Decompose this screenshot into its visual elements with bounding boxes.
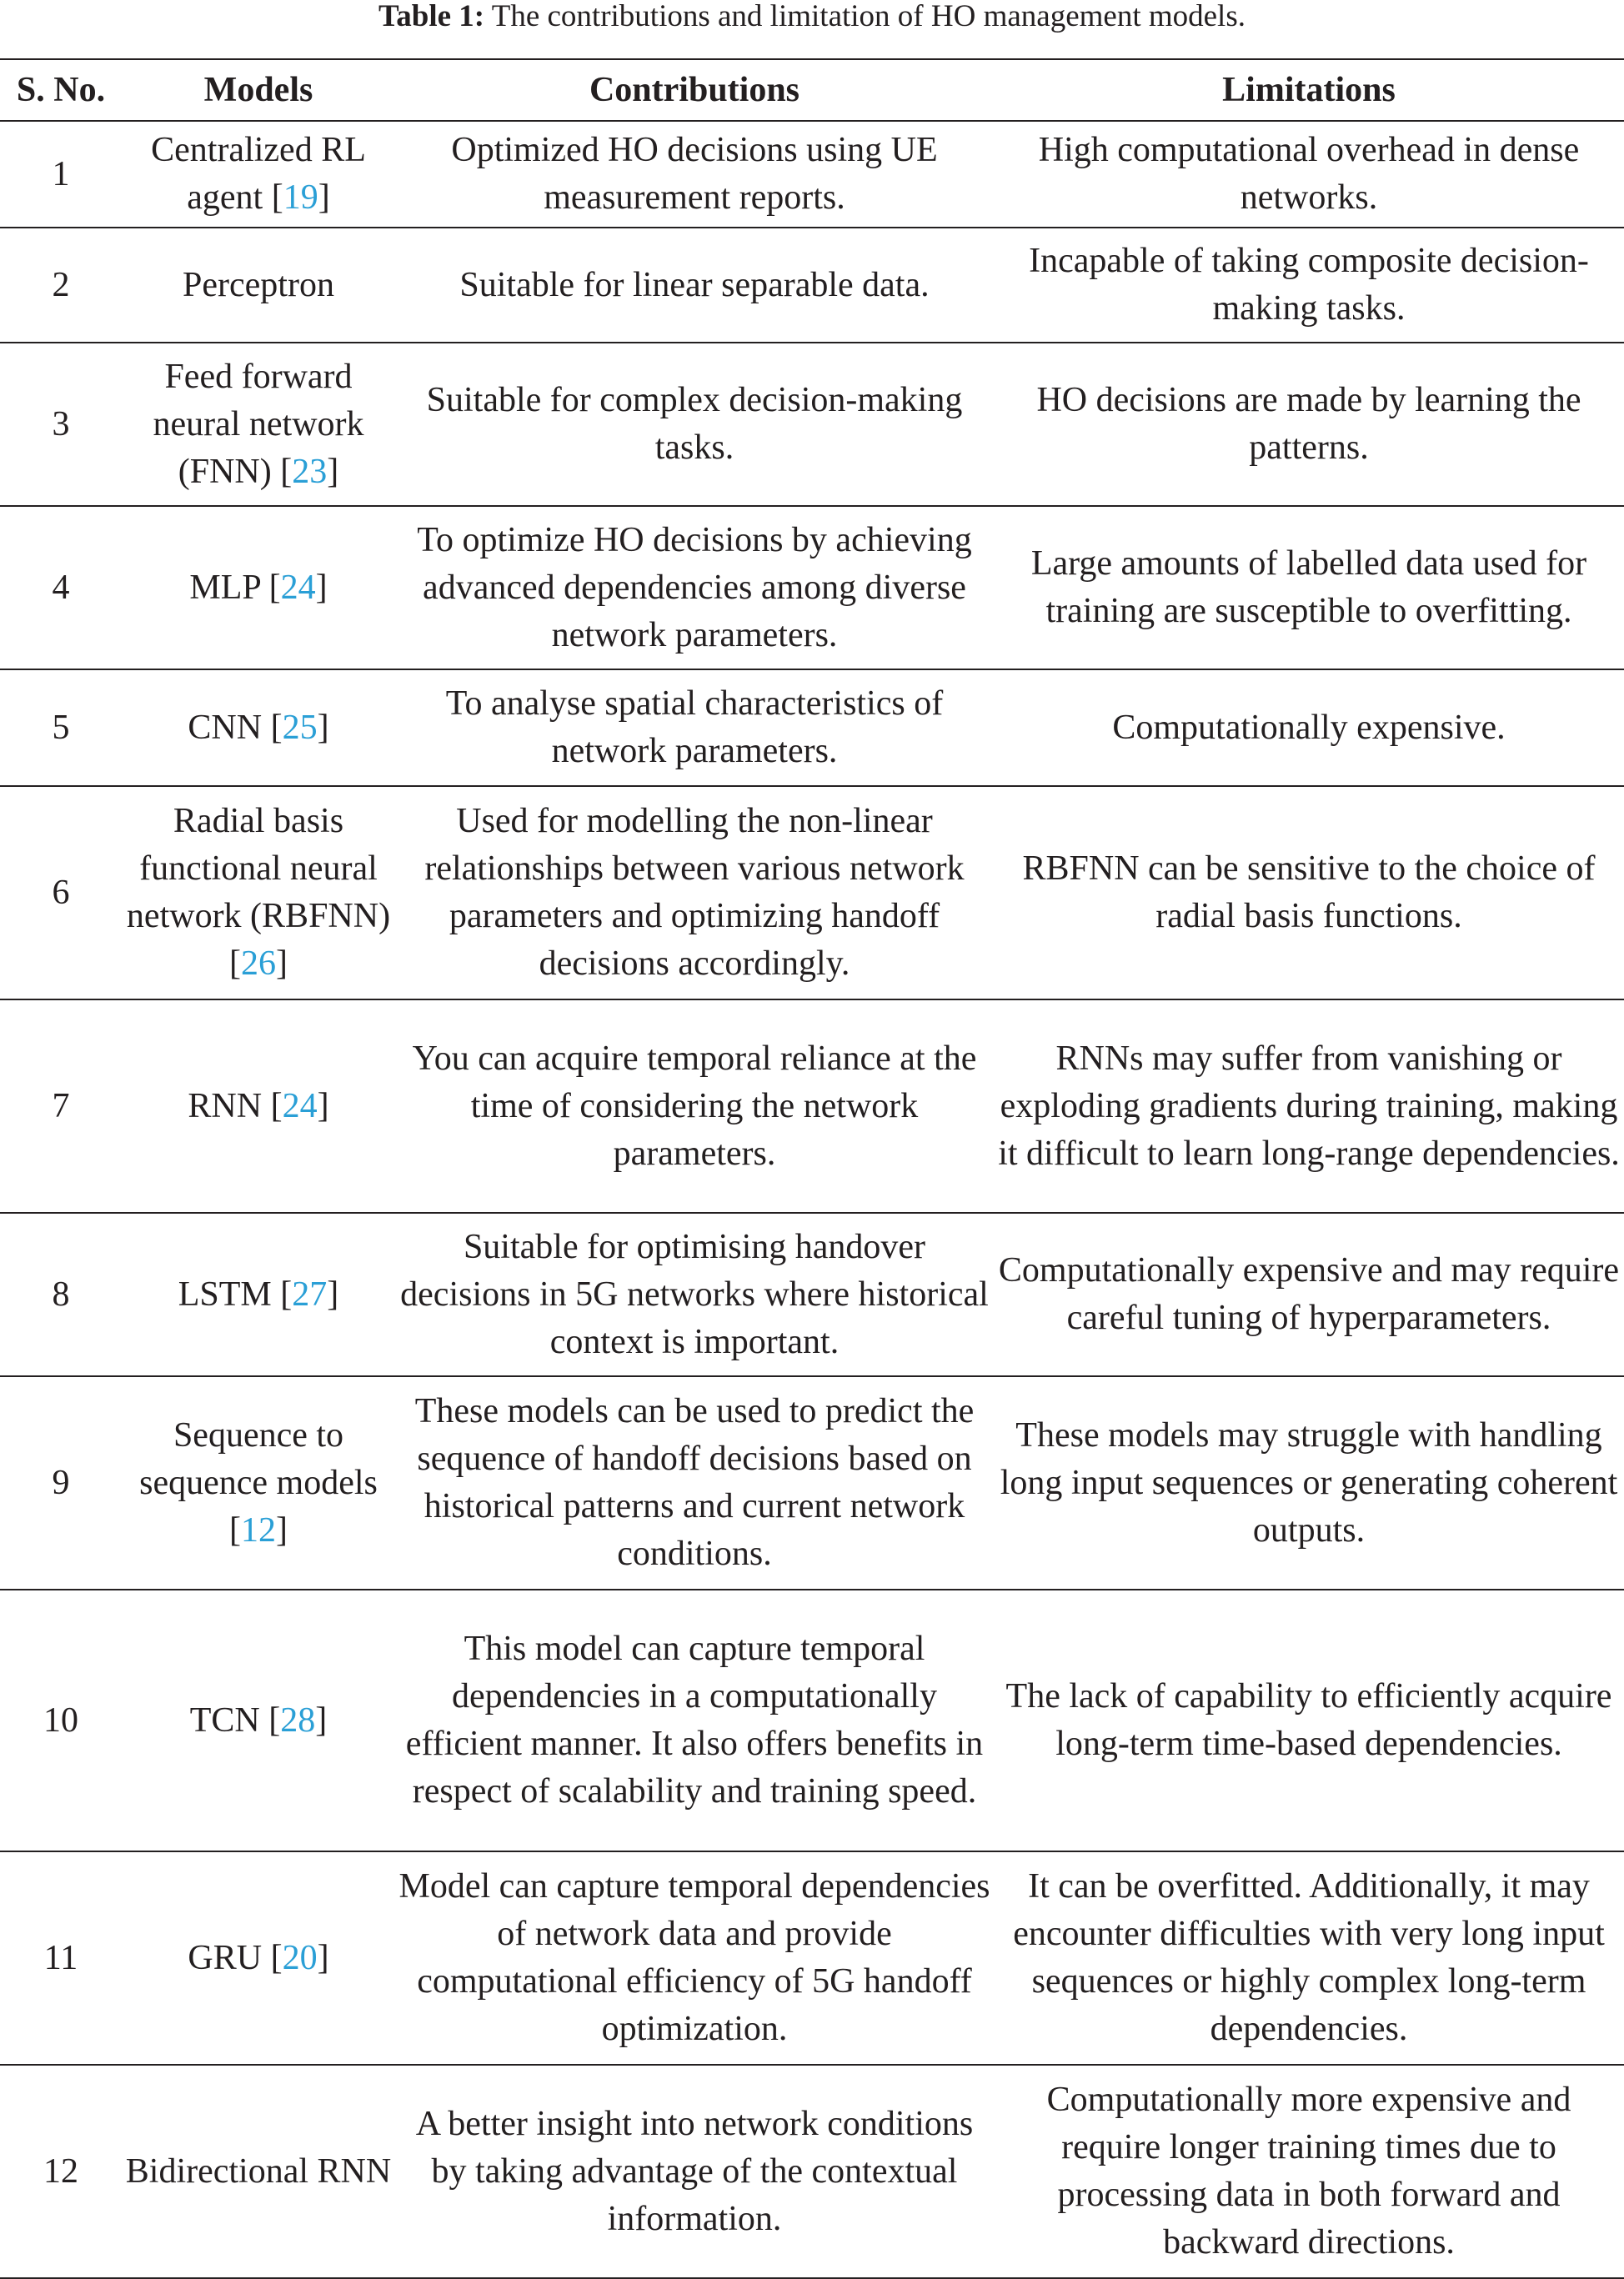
model-name: Perceptron [183, 265, 334, 304]
cell-contribution: To analyse spatial characteristics of network parameters. [395, 669, 994, 786]
cell-sno: 7 [0, 999, 122, 1213]
cell-limitation: RNNs may suffer from vanishing or exploding gradients during training, making it difficult to learn long-range dependencies. [994, 999, 1624, 1213]
table-row [0, 228, 1624, 343]
table-body [0, 121, 1624, 2278]
citation-link[interactable]: 12 [241, 1510, 276, 1550]
cell-model: Centralized RL agent [19] [122, 121, 395, 228]
cell-limitation: Computationally more expensive and require longer training times due to processing data in both forward and backward directions. [994, 2065, 1624, 2278]
cell-contribution: Suitable for linear separable data. [395, 228, 994, 343]
cell-sno: 8 [0, 1213, 122, 1376]
cell-contribution: Used for modelling the non-linear relationships between various network parameters and optimizing handoff decisions accordingly. [395, 786, 994, 999]
cell-limitation: Computationally expensive. [994, 669, 1624, 786]
cell-limitation: It can be overfitted. Additionally, it may encounter difficulties with very long input sequences or highly complex long-term dependencies. [994, 1851, 1624, 2065]
model-name: RNN [188, 1086, 263, 1125]
cell-contribution: Optimized HO decisions using UE measurement reports. [395, 121, 994, 228]
model-name: Sequence to sequence models [139, 1415, 378, 1502]
citation-link[interactable]: 24 [282, 1086, 318, 1125]
model-name: Radial basis functional neural network (RBFNN) [126, 802, 391, 935]
header-models: Models [122, 59, 395, 121]
cell-model: Radial basis functional neural network (RBFNN) [26] [122, 786, 395, 999]
table-header-row [0, 59, 1624, 121]
table-caption-label: Table 1: [378, 0, 485, 33]
cell-contribution: This model can capture temporal dependencies in a computationally efficient manner. It also offers benefits in respect of scalability and training speed. [395, 1590, 994, 1851]
table-row [0, 343, 1624, 506]
cell-contribution: A better insight into network conditions by taking advantage of the contextual information. [395, 2065, 994, 2278]
cell-contribution: Suitable for complex decision-making tasks. [395, 343, 994, 506]
model-name: Feed forward neural network (FNN) [153, 357, 364, 491]
cell-model: TCN [28] [122, 1590, 395, 1851]
cell-sno: 12 [0, 2065, 122, 2278]
citation-link[interactable]: 23 [292, 452, 328, 491]
cell-sno: 6 [0, 786, 122, 999]
cell-limitation: HO decisions are made by learning the patterns. [994, 343, 1624, 506]
cell-model: Feed forward neural network (FNN) [23] [122, 343, 395, 506]
cell-limitation: Computationally expensive and may require careful tuning of hyperparameters. [994, 1213, 1624, 1376]
cell-limitation: Large amounts of labelled data used for training are susceptible to overfitting. [994, 506, 1624, 669]
citation-link[interactable]: 26 [241, 944, 276, 983]
model-name: GRU [188, 1938, 263, 1977]
table-row [0, 999, 1624, 1213]
table-row [0, 1851, 1624, 2065]
cell-sno: 11 [0, 1851, 122, 2065]
cell-model: RNN [24] [122, 999, 395, 1213]
cell-limitation: High computational overhead in dense networks. [994, 121, 1624, 228]
model-name: MLP [189, 568, 261, 607]
cell-sno: 4 [0, 506, 122, 669]
cell-model [122, 228, 395, 343]
cell-model: Sequence to sequence models [12] [122, 1376, 395, 1590]
header-sno: S. No. [0, 59, 122, 121]
table-row [0, 2065, 1624, 2278]
table-row [0, 1590, 1624, 1851]
table-row [0, 121, 1624, 228]
cell-sno: 10 [0, 1590, 122, 1851]
citation-link[interactable]: 20 [282, 1938, 318, 1977]
cell-sno: 3 [0, 343, 122, 506]
table-caption [0, 0, 1624, 37]
header-contributions: Contributions [395, 59, 994, 121]
model-name: LSTM [178, 1275, 272, 1314]
cell-model: MLP [24] [122, 506, 395, 669]
cell-sno: 5 [0, 669, 122, 786]
cell-contribution: These models can be used to predict the sequence of handoff decisions based on historical patterns and current network conditions. [395, 1376, 994, 1590]
model-name: TCN [189, 1700, 260, 1740]
cell-sno: 9 [0, 1376, 122, 1590]
table-row [0, 1376, 1624, 1590]
cell-limitation: Incapable of taking composite decision-making tasks. [994, 228, 1624, 343]
cell-sno: 2 [0, 228, 122, 343]
cell-contribution: Model can capture temporal dependencies of network data and provide computational efficiency of 5G handoff optimization. [395, 1851, 994, 2065]
cell-model: GRU [20] [122, 1851, 395, 2065]
cell-model: CNN [25] [122, 669, 395, 786]
cell-model: LSTM [27] [122, 1213, 395, 1376]
cell-model [122, 2065, 395, 2278]
cell-contribution: Suitable for optimising handover decisions in 5G networks where historical context is important. [395, 1213, 994, 1376]
model-name: Centralized RL agent [151, 131, 366, 217]
citation-link[interactable]: 27 [292, 1275, 328, 1314]
table-row [0, 1213, 1624, 1376]
cell-limitation: RBFNN can be sensitive to the choice of radial basis functions. [994, 786, 1624, 999]
model-name: CNN [188, 708, 263, 747]
table-row [0, 669, 1624, 786]
citation-link[interactable]: 25 [282, 708, 318, 747]
table-row [0, 506, 1624, 669]
table-caption-text: The contributions and limitation of HO management models. [484, 0, 1246, 33]
cell-limitation: These models may struggle with handling long input sequences or generating coherent outputs. [994, 1376, 1624, 1590]
cell-contribution: You can acquire temporal reliance at the time of considering the network parameters. [395, 999, 994, 1213]
table-row [0, 786, 1624, 999]
cell-limitation: The lack of capability to efficiently acquire long-term time-based dependencies. [994, 1590, 1624, 1851]
cell-contribution: To optimize HO decisions by achieving advanced dependencies among diverse network parameters. [395, 506, 994, 669]
model-name: Bidirectional RNN [125, 2151, 392, 2191]
citation-link[interactable]: 24 [280, 568, 316, 607]
header-limitations: Limitations [994, 59, 1624, 121]
cell-sno: 1 [0, 121, 122, 228]
ho-models-table [0, 58, 1624, 2279]
citation-link[interactable]: 28 [280, 1700, 316, 1740]
citation-link[interactable]: 19 [283, 178, 318, 217]
